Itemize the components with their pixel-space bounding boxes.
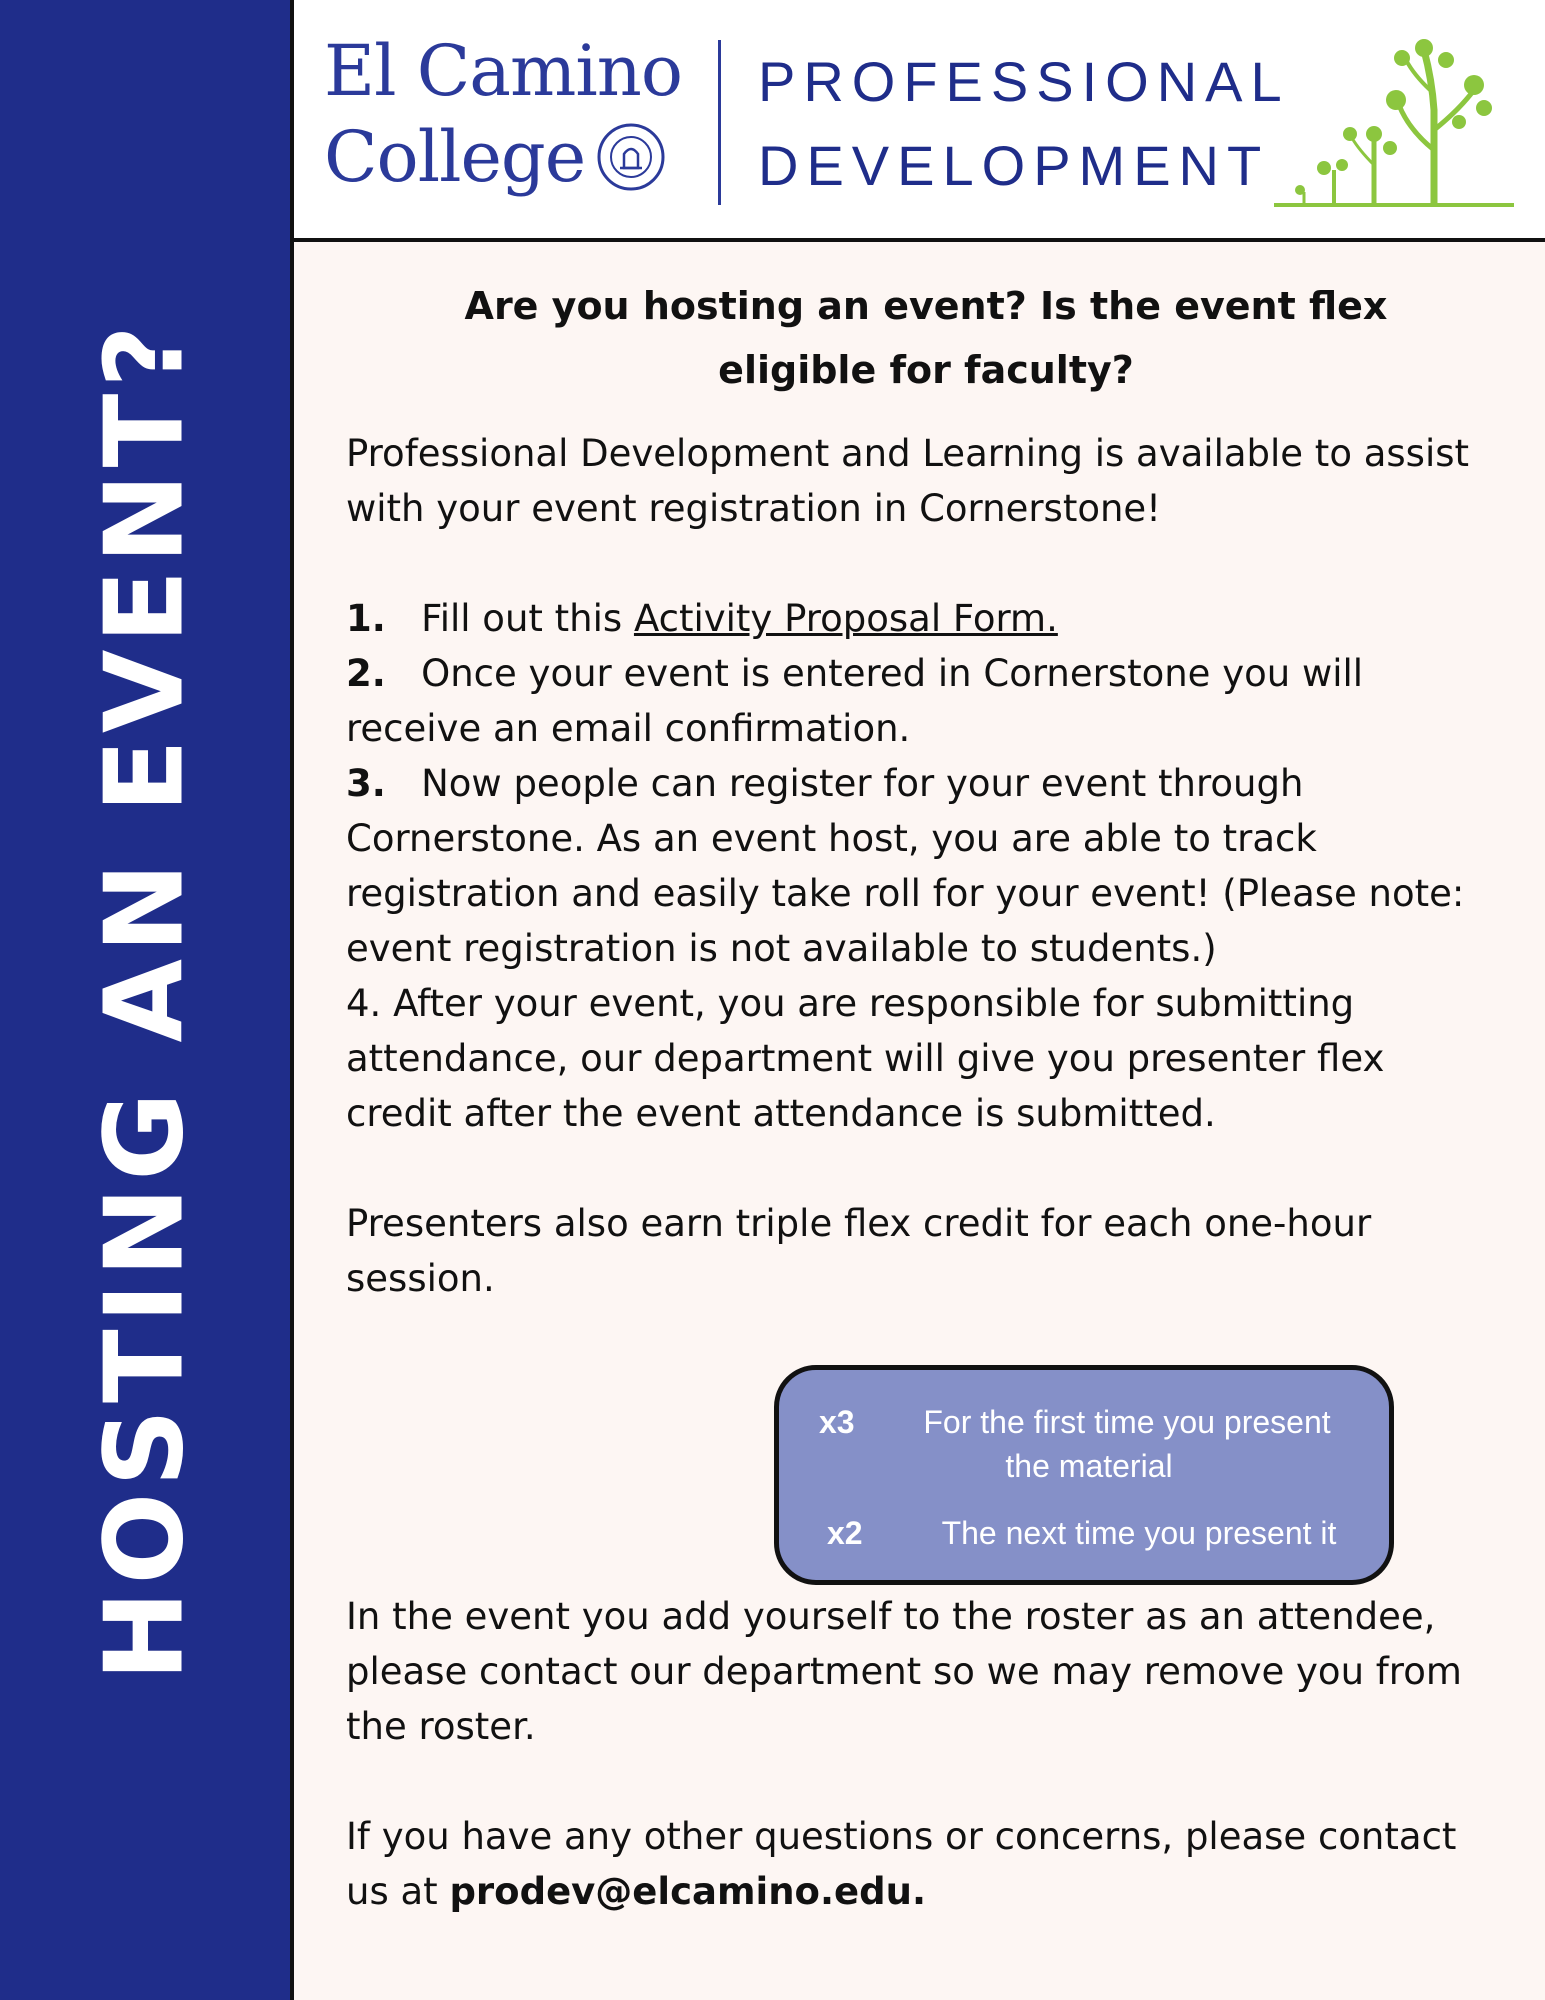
department-line-1: PROFESSIONAL	[758, 50, 1290, 113]
step-number: 1.	[346, 597, 386, 640]
page-heading	[346, 274, 1486, 402]
contact-email-link[interactable]: prodev@elcamino.edu.	[449, 1870, 926, 1913]
heading-line-2: eligible for faculty?	[718, 348, 1134, 392]
step-text: After your event, you are responsible for submitting attendance, our department will give you presenter flex credit after the event attendance is submitted.	[346, 982, 1385, 1135]
step-4	[346, 976, 1486, 1141]
main-content	[346, 262, 1486, 1919]
step-1	[346, 591, 1486, 646]
header	[294, 0, 1545, 238]
header-rule	[294, 238, 1545, 242]
step-number: 4.	[346, 982, 382, 1025]
growing-tree-icon	[1274, 30, 1514, 215]
step-text: Now people can register for your event through Cornerstone. As an event host, you are able to track registration and easily take roll for your event! (Please note: event registration is not available to students.)	[346, 762, 1465, 970]
department-line-2: DEVELOPMENT	[758, 134, 1270, 197]
multiplier-x3: x3	[819, 1404, 855, 1440]
sidebar-banner	[0, 0, 290, 2000]
contact-prefix: If you have any other questions or concerns, please contact us at	[346, 1815, 1457, 1913]
logo-line-2: College	[324, 116, 586, 198]
credit-row-1-line-2: the material	[1005, 1448, 1173, 1484]
contact-text	[346, 1809, 1486, 1919]
credit-row-2: The next time you present it	[941, 1515, 1337, 1551]
activity-proposal-form-link[interactable]: Activity Proposal Form.	[633, 597, 1058, 640]
step-number: 2.	[346, 652, 386, 695]
step-text: Fill out this	[421, 597, 634, 640]
presenters-note: Presenters also earn triple flex credit for each one-hour session.	[346, 1202, 1372, 1300]
credit-row-1-line-1: For the first time you present	[923, 1404, 1331, 1440]
sidebar-title: HOSTING AN EVENT?	[82, 319, 208, 1681]
intro-text: Professional Development and Learning is available to assist with your event registration in Cornerstone!	[346, 432, 1470, 530]
roster-note: In the event you add yourself to the roster as an attendee, please contact our department so we may remove you from the roster.	[346, 1595, 1462, 1748]
multiplier-x2: x2	[827, 1515, 863, 1551]
step-3	[346, 756, 1486, 976]
heading-line-1: Are you hosting an event? Is the event flex	[464, 284, 1388, 328]
step-number: 3.	[346, 762, 386, 805]
logo-line-1: El Camino	[324, 30, 683, 112]
vertical-divider	[290, 0, 294, 2000]
step-text: Once your event is entered in Cornerstone you will receive an email confirmation.	[346, 652, 1364, 750]
college-seal-icon	[596, 122, 666, 192]
flex-credit-box	[774, 1365, 1394, 1585]
step-2	[346, 646, 1486, 756]
header-separator	[718, 40, 721, 205]
